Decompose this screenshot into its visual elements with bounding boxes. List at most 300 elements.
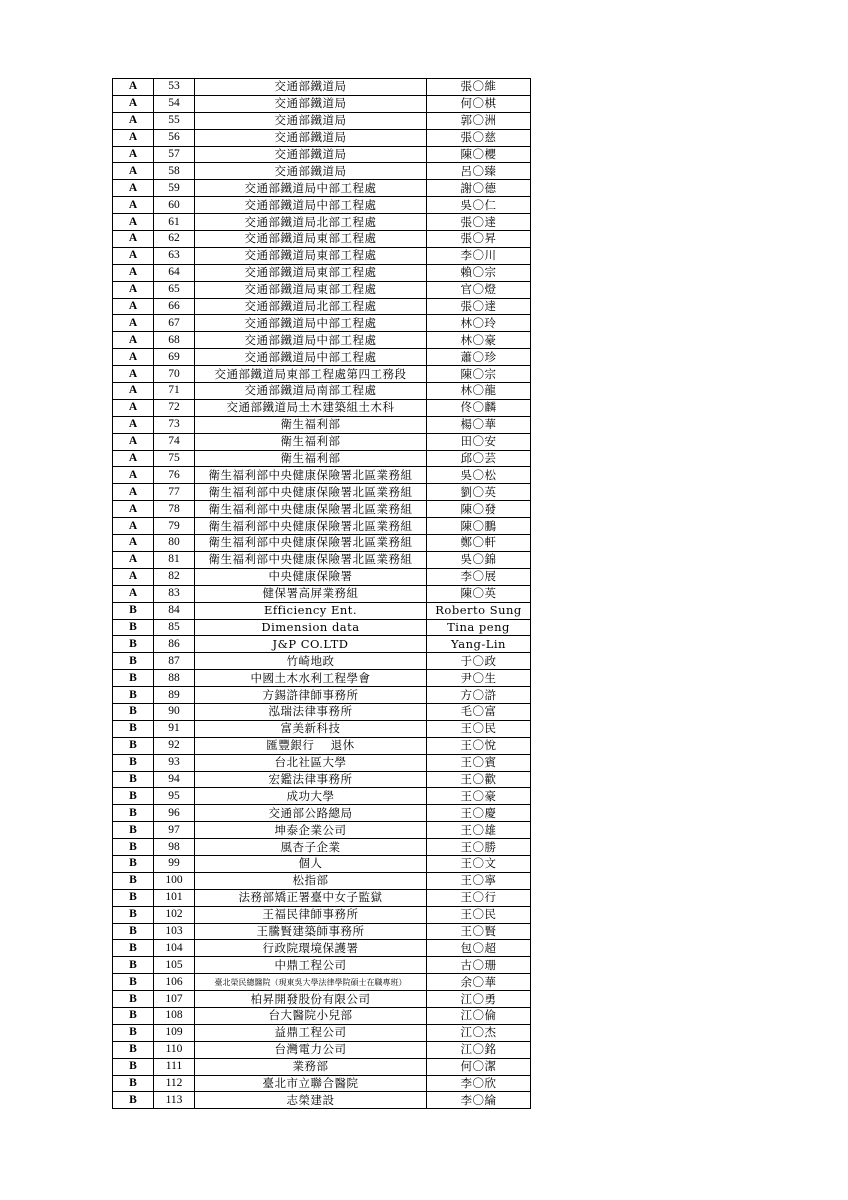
table-row — [113, 146, 531, 163]
organization-cell: 交通部鐵道局中部工程處 — [195, 180, 427, 197]
row-number-cell: 92 — [154, 737, 195, 754]
row-number-cell: 72 — [154, 399, 195, 416]
person-name-cell: 陳〇櫻 — [427, 146, 531, 163]
table-row — [113, 129, 531, 146]
row-number-cell: 62 — [154, 231, 195, 248]
category-cell: B — [113, 771, 154, 788]
person-name-cell: 呂〇臻 — [427, 163, 531, 180]
organization-cell: 衛生福利部 — [195, 433, 427, 450]
person-name-cell: 江〇勇 — [427, 991, 531, 1008]
category-cell: A — [113, 467, 154, 484]
table-row — [113, 450, 531, 467]
person-name-cell: Roberto Sung — [427, 602, 531, 619]
category-cell: B — [113, 855, 154, 872]
row-number-cell: 106 — [154, 974, 195, 991]
table-row — [113, 95, 531, 112]
table-row — [113, 163, 531, 180]
category-cell: B — [113, 1092, 154, 1109]
category-cell: B — [113, 839, 154, 856]
organization-cell: 交通部公路總局 — [195, 805, 427, 822]
person-name-cell: Tina peng — [427, 619, 531, 636]
person-name-cell: 陳〇宗 — [427, 366, 531, 383]
table-row — [113, 399, 531, 416]
person-name-cell: 邱〇芸 — [427, 450, 531, 467]
category-cell: A — [113, 501, 154, 518]
category-cell: A — [113, 450, 154, 467]
row-number-cell: 86 — [154, 636, 195, 653]
category-cell: A — [113, 349, 154, 366]
organization-cell: J&P CO.LTD — [195, 636, 427, 653]
organization-cell: 衛生福利部中央健康保險署北區業務組 — [195, 518, 427, 535]
table-row — [113, 264, 531, 281]
table-row — [113, 872, 531, 889]
row-number-cell: 66 — [154, 298, 195, 315]
table-row — [113, 416, 531, 433]
table-row — [113, 315, 531, 332]
organization-cell: 衛生福利部中央健康保險署北區業務組 — [195, 467, 427, 484]
organization-cell: 交通部鐵道局土木建築組土木科 — [195, 399, 427, 416]
table-row — [113, 366, 531, 383]
row-number-cell: 109 — [154, 1024, 195, 1041]
category-cell: B — [113, 619, 154, 636]
row-number-cell: 110 — [154, 1041, 195, 1058]
row-number-cell: 74 — [154, 433, 195, 450]
person-name-cell: 吳〇仁 — [427, 197, 531, 214]
organization-cell: 臺北市立聯合醫院 — [195, 1075, 427, 1092]
person-name-cell: 賴〇宗 — [427, 264, 531, 281]
category-cell: B — [113, 636, 154, 653]
table-row — [113, 957, 531, 974]
table-row — [113, 974, 531, 991]
table-row — [113, 298, 531, 315]
person-name-cell: 江〇倫 — [427, 1007, 531, 1024]
row-number-cell: 105 — [154, 957, 195, 974]
row-number-cell: 81 — [154, 551, 195, 568]
person-name-cell: 王〇悅 — [427, 737, 531, 754]
person-name-cell: 郭〇洲 — [427, 112, 531, 129]
person-name-cell: 王〇豪 — [427, 788, 531, 805]
category-cell: B — [113, 703, 154, 720]
row-number-cell: 77 — [154, 484, 195, 501]
row-number-cell: 60 — [154, 197, 195, 214]
organization-cell: 衛生福利部中央健康保險署北區業務組 — [195, 551, 427, 568]
category-cell: A — [113, 433, 154, 450]
organization-cell: 交通部鐵道局 — [195, 79, 427, 96]
table-row — [113, 79, 531, 96]
row-number-cell: 112 — [154, 1075, 195, 1092]
person-name-cell: 楊〇華 — [427, 416, 531, 433]
category-cell: B — [113, 906, 154, 923]
organization-cell: 交通部鐵道局北部工程處 — [195, 298, 427, 315]
person-name-cell: 吳〇錦 — [427, 551, 531, 568]
person-name-cell: Yang-Lin — [427, 636, 531, 653]
table-row — [113, 349, 531, 366]
table-row — [113, 720, 531, 737]
category-cell: B — [113, 822, 154, 839]
organization-cell: 健保署高屏業務組 — [195, 585, 427, 602]
category-cell: A — [113, 163, 154, 180]
category-cell: B — [113, 1058, 154, 1075]
organization-cell: 衛生福利部中央健康保險署北區業務組 — [195, 535, 427, 552]
organization-cell: 王騰賢建築師事務所 — [195, 923, 427, 940]
category-cell: A — [113, 484, 154, 501]
row-number-cell: 84 — [154, 602, 195, 619]
category-cell: A — [113, 281, 154, 298]
category-cell: A — [113, 315, 154, 332]
organization-cell: 益鼎工程公司 — [195, 1024, 427, 1041]
person-name-cell: 包〇超 — [427, 940, 531, 957]
category-cell: A — [113, 298, 154, 315]
category-cell: A — [113, 247, 154, 264]
category-cell: A — [113, 383, 154, 400]
category-cell: B — [113, 889, 154, 906]
organization-cell: 交通部鐵道局中部工程處 — [195, 315, 427, 332]
person-name-cell: 李〇川 — [427, 247, 531, 264]
person-name-cell: 鄭〇軒 — [427, 535, 531, 552]
person-name-cell: 張〇維 — [427, 79, 531, 96]
table-row — [113, 484, 531, 501]
table-row — [113, 383, 531, 400]
table-row — [113, 889, 531, 906]
person-name-cell: 張〇達 — [427, 298, 531, 315]
category-cell: A — [113, 264, 154, 281]
category-cell: B — [113, 1007, 154, 1024]
person-name-cell: 林〇玲 — [427, 315, 531, 332]
table-row — [113, 687, 531, 704]
organization-cell: 交通部鐵道局東部工程處 — [195, 247, 427, 264]
row-number-cell: 54 — [154, 95, 195, 112]
table-row — [113, 247, 531, 264]
organization-cell: 行政院環境保護署 — [195, 940, 427, 957]
table-row — [113, 602, 531, 619]
category-cell: B — [113, 670, 154, 687]
organization-cell: Dimension data — [195, 619, 427, 636]
category-cell: B — [113, 991, 154, 1008]
row-number-cell: 99 — [154, 855, 195, 872]
organization-cell: 松指部 — [195, 872, 427, 889]
category-cell: B — [113, 720, 154, 737]
category-cell: A — [113, 129, 154, 146]
person-name-cell: 王〇勝 — [427, 839, 531, 856]
row-number-cell: 69 — [154, 349, 195, 366]
table-row — [113, 197, 531, 214]
organization-cell: 中央健康保險署 — [195, 568, 427, 585]
person-name-cell: 王〇行 — [427, 889, 531, 906]
row-number-cell: 71 — [154, 383, 195, 400]
row-number-cell: 83 — [154, 585, 195, 602]
category-cell: A — [113, 366, 154, 383]
row-number-cell: 67 — [154, 315, 195, 332]
category-cell: A — [113, 180, 154, 197]
row-number-cell: 78 — [154, 501, 195, 518]
person-name-cell: 蕭〇珍 — [427, 349, 531, 366]
row-number-cell: 73 — [154, 416, 195, 433]
row-number-cell: 102 — [154, 906, 195, 923]
person-name-cell: 陳〇發 — [427, 501, 531, 518]
category-cell: A — [113, 399, 154, 416]
row-number-cell: 75 — [154, 450, 195, 467]
organization-cell: 法務部矯正署臺中女子監獄 — [195, 889, 427, 906]
category-cell: B — [113, 923, 154, 940]
table-row — [113, 1092, 531, 1109]
roster-body — [113, 79, 531, 1109]
organization-cell: 業務部 — [195, 1058, 427, 1075]
organization-cell: 交通部鐵道局 — [195, 163, 427, 180]
row-number-cell: 96 — [154, 805, 195, 822]
person-name-cell: 何〇潔 — [427, 1058, 531, 1075]
row-number-cell: 108 — [154, 1007, 195, 1024]
category-cell: B — [113, 602, 154, 619]
category-cell: B — [113, 653, 154, 670]
table-row — [113, 940, 531, 957]
table-row — [113, 433, 531, 450]
organization-cell: 交通部鐵道局東部工程處 — [195, 264, 427, 281]
category-cell: A — [113, 197, 154, 214]
person-name-cell: 陳〇英 — [427, 585, 531, 602]
category-cell: B — [113, 974, 154, 991]
row-number-cell: 94 — [154, 771, 195, 788]
organization-cell: 泓瑞法律事務所 — [195, 703, 427, 720]
row-number-cell: 88 — [154, 670, 195, 687]
person-name-cell: 李〇欣 — [427, 1075, 531, 1092]
row-number-cell: 80 — [154, 535, 195, 552]
organization-cell: 交通部鐵道局東部工程處 — [195, 281, 427, 298]
table-row — [113, 1024, 531, 1041]
organization-cell: 交通部鐵道局北部工程處 — [195, 214, 427, 231]
row-number-cell: 113 — [154, 1092, 195, 1109]
table-row — [113, 822, 531, 839]
category-cell: A — [113, 79, 154, 96]
table-row — [113, 231, 531, 248]
organization-cell: Efficiency Ent. — [195, 602, 427, 619]
organization-cell: 成功大學 — [195, 788, 427, 805]
organization-cell: 衛生福利部 — [195, 450, 427, 467]
category-cell: A — [113, 112, 154, 129]
row-number-cell: 76 — [154, 467, 195, 484]
category-cell: B — [113, 940, 154, 957]
category-cell: B — [113, 1041, 154, 1058]
row-number-cell: 104 — [154, 940, 195, 957]
organization-cell: 交通部鐵道局中部工程處 — [195, 332, 427, 349]
row-number-cell: 85 — [154, 619, 195, 636]
person-name-cell: 吳〇松 — [427, 467, 531, 484]
category-cell: A — [113, 535, 154, 552]
category-cell: B — [113, 872, 154, 889]
organization-cell: 交通部鐵道局中部工程處 — [195, 197, 427, 214]
organization-cell: 交通部鐵道局東部工程處第四工務段 — [195, 366, 427, 383]
person-name-cell: 謝〇德 — [427, 180, 531, 197]
table-row — [113, 551, 531, 568]
table-row — [113, 112, 531, 129]
organization-cell: 衛生福利部中央健康保險署北區業務組 — [195, 501, 427, 518]
person-name-cell: 江〇杰 — [427, 1024, 531, 1041]
organization-cell: 匯豐銀行 退休 — [195, 737, 427, 754]
row-number-cell: 93 — [154, 754, 195, 771]
organization-cell: 衛生福利部中央健康保險署北區業務組 — [195, 484, 427, 501]
row-number-cell: 65 — [154, 281, 195, 298]
organization-cell: 個人 — [195, 855, 427, 872]
table-row — [113, 636, 531, 653]
person-name-cell: 田〇安 — [427, 433, 531, 450]
category-cell: A — [113, 518, 154, 535]
category-cell: B — [113, 737, 154, 754]
category-cell: A — [113, 551, 154, 568]
table-row — [113, 180, 531, 197]
category-cell: A — [113, 332, 154, 349]
organization-cell: 臺北榮民總醫院（現東吳大學法律學院碩士在職專班） — [195, 974, 427, 991]
person-name-cell: 王〇雄 — [427, 822, 531, 839]
organization-cell: 王福民律師事務所 — [195, 906, 427, 923]
table-row — [113, 518, 531, 535]
organization-cell: 富美新科技 — [195, 720, 427, 737]
table-row — [113, 1058, 531, 1075]
row-number-cell: 79 — [154, 518, 195, 535]
table-row — [113, 653, 531, 670]
person-name-cell: 江〇銘 — [427, 1041, 531, 1058]
person-name-cell: 王〇民 — [427, 906, 531, 923]
organization-cell: 衛生福利部 — [195, 416, 427, 433]
person-name-cell: 余〇華 — [427, 974, 531, 991]
organization-cell: 台大醫院小兒部 — [195, 1007, 427, 1024]
person-name-cell: 尹〇生 — [427, 670, 531, 687]
organization-cell: 竹崎地政 — [195, 653, 427, 670]
person-name-cell: 王〇寧 — [427, 872, 531, 889]
category-cell: A — [113, 231, 154, 248]
table-row — [113, 1075, 531, 1092]
row-number-cell: 61 — [154, 214, 195, 231]
person-name-cell: 林〇龍 — [427, 383, 531, 400]
person-name-cell: 王〇賢 — [427, 923, 531, 940]
table-row — [113, 535, 531, 552]
person-name-cell: 于〇政 — [427, 653, 531, 670]
category-cell: A — [113, 585, 154, 602]
row-number-cell: 53 — [154, 79, 195, 96]
row-number-cell: 111 — [154, 1058, 195, 1075]
category-cell: A — [113, 416, 154, 433]
category-cell: B — [113, 687, 154, 704]
row-number-cell: 70 — [154, 366, 195, 383]
person-name-cell: 王〇民 — [427, 720, 531, 737]
row-number-cell: 103 — [154, 923, 195, 940]
row-number-cell: 68 — [154, 332, 195, 349]
category-cell: A — [113, 95, 154, 112]
category-cell: B — [113, 1024, 154, 1041]
person-name-cell: 方〇滸 — [427, 687, 531, 704]
organization-cell: 交通部鐵道局南部工程處 — [195, 383, 427, 400]
organization-cell: 台北社區大學 — [195, 754, 427, 771]
row-number-cell: 101 — [154, 889, 195, 906]
person-name-cell: 古〇珊 — [427, 957, 531, 974]
table-row — [113, 332, 531, 349]
table-row — [113, 214, 531, 231]
row-number-cell: 91 — [154, 720, 195, 737]
row-number-cell: 64 — [154, 264, 195, 281]
table-row — [113, 839, 531, 856]
person-name-cell: 王〇文 — [427, 855, 531, 872]
organization-cell: 交通部鐵道局東部工程處 — [195, 231, 427, 248]
table-row — [113, 568, 531, 585]
person-name-cell: 官〇燈 — [427, 281, 531, 298]
person-name-cell: 林〇豪 — [427, 332, 531, 349]
category-cell: A — [113, 146, 154, 163]
row-number-cell: 57 — [154, 146, 195, 163]
category-cell: B — [113, 957, 154, 974]
table-row — [113, 585, 531, 602]
category-cell: A — [113, 568, 154, 585]
row-number-cell: 107 — [154, 991, 195, 1008]
table-row — [113, 805, 531, 822]
organization-cell: 中國土木水利工程學會 — [195, 670, 427, 687]
person-name-cell: 張〇昇 — [427, 231, 531, 248]
organization-cell: 交通部鐵道局 — [195, 112, 427, 129]
table-row — [113, 1041, 531, 1058]
person-name-cell: 李〇綸 — [427, 1092, 531, 1109]
row-number-cell: 100 — [154, 872, 195, 889]
row-number-cell: 90 — [154, 703, 195, 720]
category-cell: B — [113, 754, 154, 771]
organization-cell: 交通部鐵道局 — [195, 95, 427, 112]
table-row — [113, 771, 531, 788]
row-number-cell: 56 — [154, 129, 195, 146]
organization-cell: 交通部鐵道局 — [195, 146, 427, 163]
row-number-cell: 97 — [154, 822, 195, 839]
table-row — [113, 906, 531, 923]
row-number-cell: 98 — [154, 839, 195, 856]
row-number-cell: 63 — [154, 247, 195, 264]
person-name-cell: 陳〇鵬 — [427, 518, 531, 535]
row-number-cell: 58 — [154, 163, 195, 180]
table-row — [113, 619, 531, 636]
table-row — [113, 467, 531, 484]
category-cell: B — [113, 788, 154, 805]
organization-cell: 志榮建設 — [195, 1092, 427, 1109]
row-number-cell: 82 — [154, 568, 195, 585]
organization-cell: 坤泰企業公司 — [195, 822, 427, 839]
roster-table — [112, 78, 531, 1109]
organization-cell: 交通部鐵道局 — [195, 129, 427, 146]
organization-cell: 風杏子企業 — [195, 839, 427, 856]
table-row — [113, 788, 531, 805]
row-number-cell: 95 — [154, 788, 195, 805]
organization-cell: 宏鑑法律事務所 — [195, 771, 427, 788]
table-row — [113, 281, 531, 298]
table-row — [113, 670, 531, 687]
person-name-cell: 王〇慶 — [427, 805, 531, 822]
table-row — [113, 501, 531, 518]
person-name-cell: 王〇賓 — [427, 754, 531, 771]
person-name-cell: 張〇達 — [427, 214, 531, 231]
organization-cell: 交通部鐵道局中部工程處 — [195, 349, 427, 366]
organization-cell: 柏昇開發股份有限公司 — [195, 991, 427, 1008]
row-number-cell: 59 — [154, 180, 195, 197]
row-number-cell: 55 — [154, 112, 195, 129]
person-name-cell: 李〇展 — [427, 568, 531, 585]
category-cell: B — [113, 805, 154, 822]
organization-cell: 方錫滸律師事務所 — [195, 687, 427, 704]
person-name-cell: 王〇歡 — [427, 771, 531, 788]
table-row — [113, 703, 531, 720]
person-name-cell: 佟〇麟 — [427, 399, 531, 416]
table-row — [113, 991, 531, 1008]
person-name-cell: 劉〇英 — [427, 484, 531, 501]
table-row — [113, 754, 531, 771]
table-row — [113, 923, 531, 940]
organization-cell: 台灣電力公司 — [195, 1041, 427, 1058]
organization-cell: 中鼎工程公司 — [195, 957, 427, 974]
category-cell: A — [113, 214, 154, 231]
person-name-cell: 毛〇富 — [427, 703, 531, 720]
row-number-cell: 87 — [154, 653, 195, 670]
